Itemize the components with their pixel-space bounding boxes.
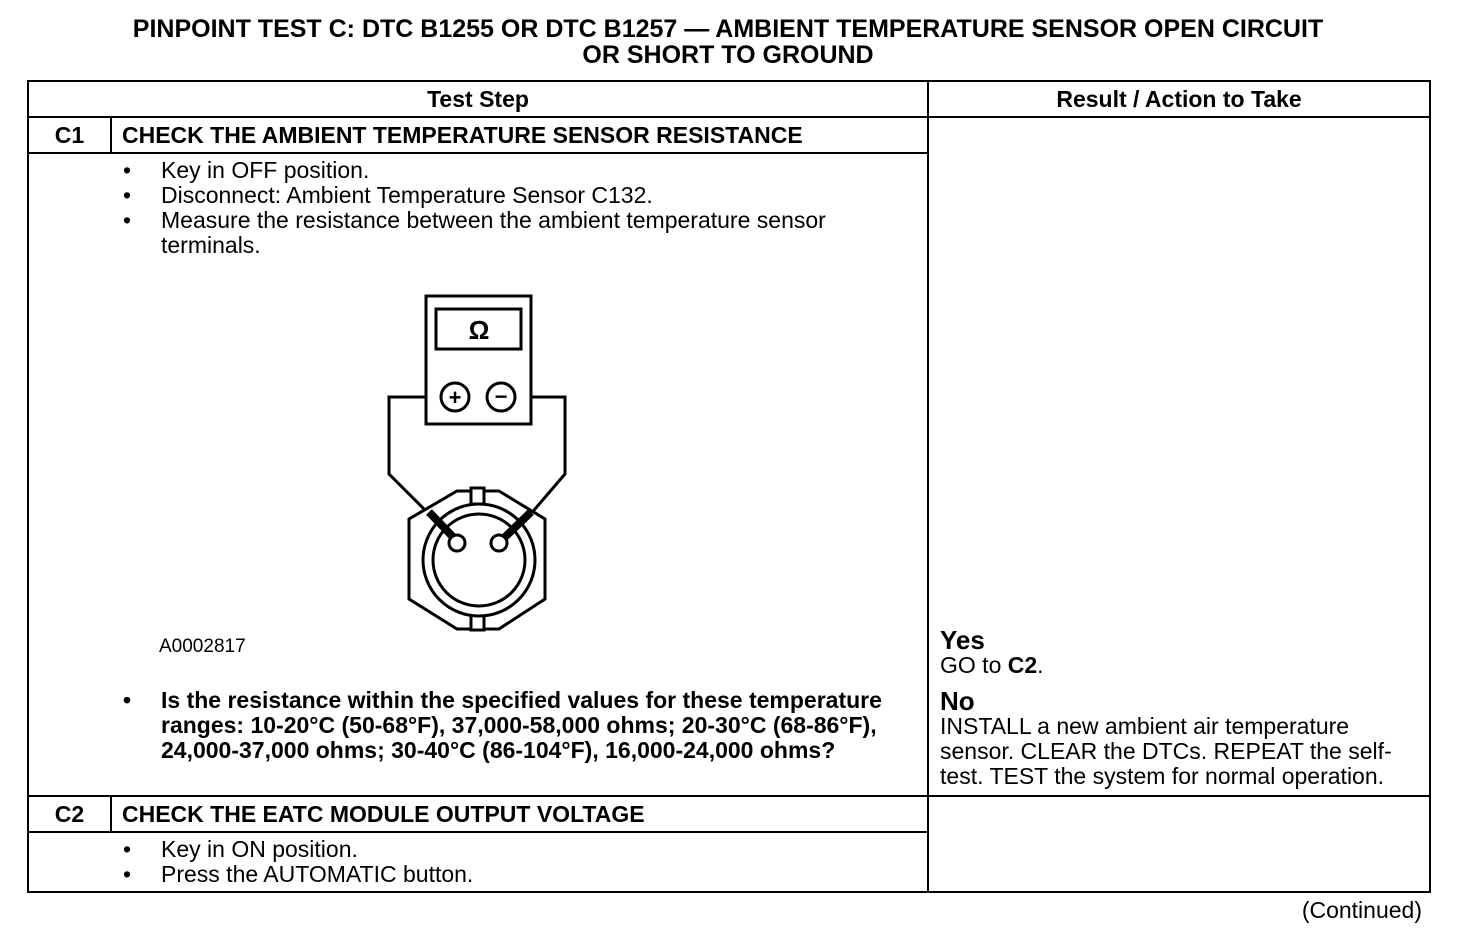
step-id-c2: C2 [28, 796, 111, 832]
c2-step-2: • Press the AUTOMATIC button. [29, 862, 829, 887]
result-cell-c2 [928, 796, 1430, 892]
step-body-c1 [28, 153, 928, 796]
yes-label: Yes [940, 625, 985, 655]
step-heading-c2: CHECK THE EATC MODULE OUTPUT VOLTAGE [111, 796, 928, 832]
plus-sign: + [448, 385, 462, 410]
sensor-terminal-2 [491, 535, 507, 551]
no-label: No [940, 686, 975, 716]
continued-note: (Continued) [1301, 897, 1422, 923]
result-cell-c1 [928, 117, 1430, 796]
no-action: INSTALL a new ambient air temperature sensor. CLEAR the DTCs. REPEAT the self-test. TEST the system for normal operation. [940, 713, 1392, 789]
header-result: Result / Action to Take [928, 81, 1430, 117]
right-lead [529, 397, 565, 516]
c1-question: • Is the resistance within the specified values for these temperature ranges: 10-20°C (50-68°F), 37,000-58,000 ohms; 20-30°C (68-86°F), 24,000-37,000 ohms; 30-40°C (86-104°F), 16,000-24,000 ohms? [29, 688, 924, 763]
title-line-1: PINPOINT TEST C: DTC B1255 OR DTC B1257 — AMBIENT TEMPERATURE SENSOR OPEN CIRCUIT [132, 15, 1324, 43]
sensor-key-tab [471, 488, 484, 504]
figure-code: A0002817 [159, 636, 246, 657]
c1-step-1: • Key in OFF position. [29, 158, 829, 183]
header-test-step: Test Step [28, 81, 928, 117]
step-heading-c1: CHECK THE AMBIENT TEMPERATURE SENSOR RESISTANCE [111, 117, 928, 153]
c2-step-list [29, 837, 829, 887]
c2-step-1: • Key in ON position. [29, 837, 829, 862]
c1-question-list [29, 688, 924, 763]
result-text-c1 [940, 627, 1420, 789]
ohmmeter-sensor-diagram [369, 294, 609, 644]
step-body-c2 [28, 832, 928, 892]
ohm-symbol: Ω [468, 315, 490, 345]
title-line-2: OR SHORT TO GROUND [582, 41, 874, 69]
yes-action-suffix: . [1037, 652, 1044, 678]
yes-action-prefix: GO to [940, 652, 1008, 678]
c1-step-2: • Disconnect: Ambient Temperature Sensor C132. [29, 183, 829, 208]
c1-step-3: • Measure the resistance between the ambient temperature sensor terminals. [29, 208, 829, 258]
yes-action [940, 653, 1420, 678]
yes-action-target: C2 [1007, 652, 1038, 678]
step-id-c1: C1 [28, 117, 111, 153]
c1-step-list [29, 158, 829, 258]
pinpoint-test-table [27, 80, 1431, 893]
page-title [28, 16, 1428, 68]
minus-sign: − [494, 384, 508, 409]
